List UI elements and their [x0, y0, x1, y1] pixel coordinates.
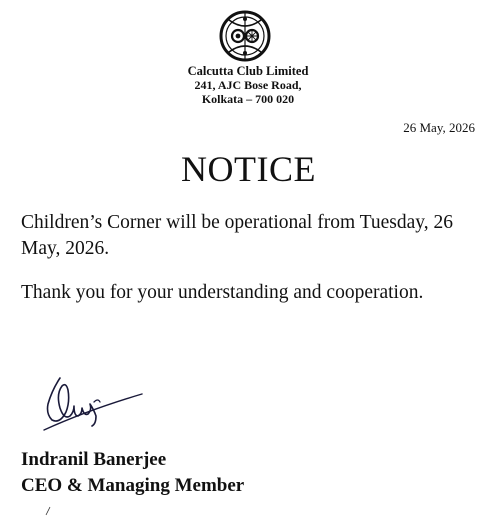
notice-title: NOTICE: [181, 149, 316, 189]
address-line-1: 241, AJC Bose Road,: [194, 78, 302, 92]
handwritten-signature-icon: [38, 372, 148, 434]
calcutta-club-emblem-icon: [219, 10, 271, 62]
scan-mark-icon: [44, 506, 52, 516]
address-line-2: Kolkata – 700 020: [201, 92, 295, 106]
notice-paragraph-2: Thank you for your understanding and cooperation.: [21, 282, 424, 303]
signatory-title: CEO & Managing Member: [21, 475, 245, 496]
signatory-name: Indranil Banerjee: [21, 449, 167, 470]
notice-date: 26 May, 2026: [403, 120, 475, 135]
notice-paragraph-1: Children’s Corner will be operational from Tuesday, 26 May, 2026.: [21, 212, 454, 259]
organization-header: [148, 64, 348, 106]
organization-name: Calcutta Club Limited: [187, 64, 309, 78]
